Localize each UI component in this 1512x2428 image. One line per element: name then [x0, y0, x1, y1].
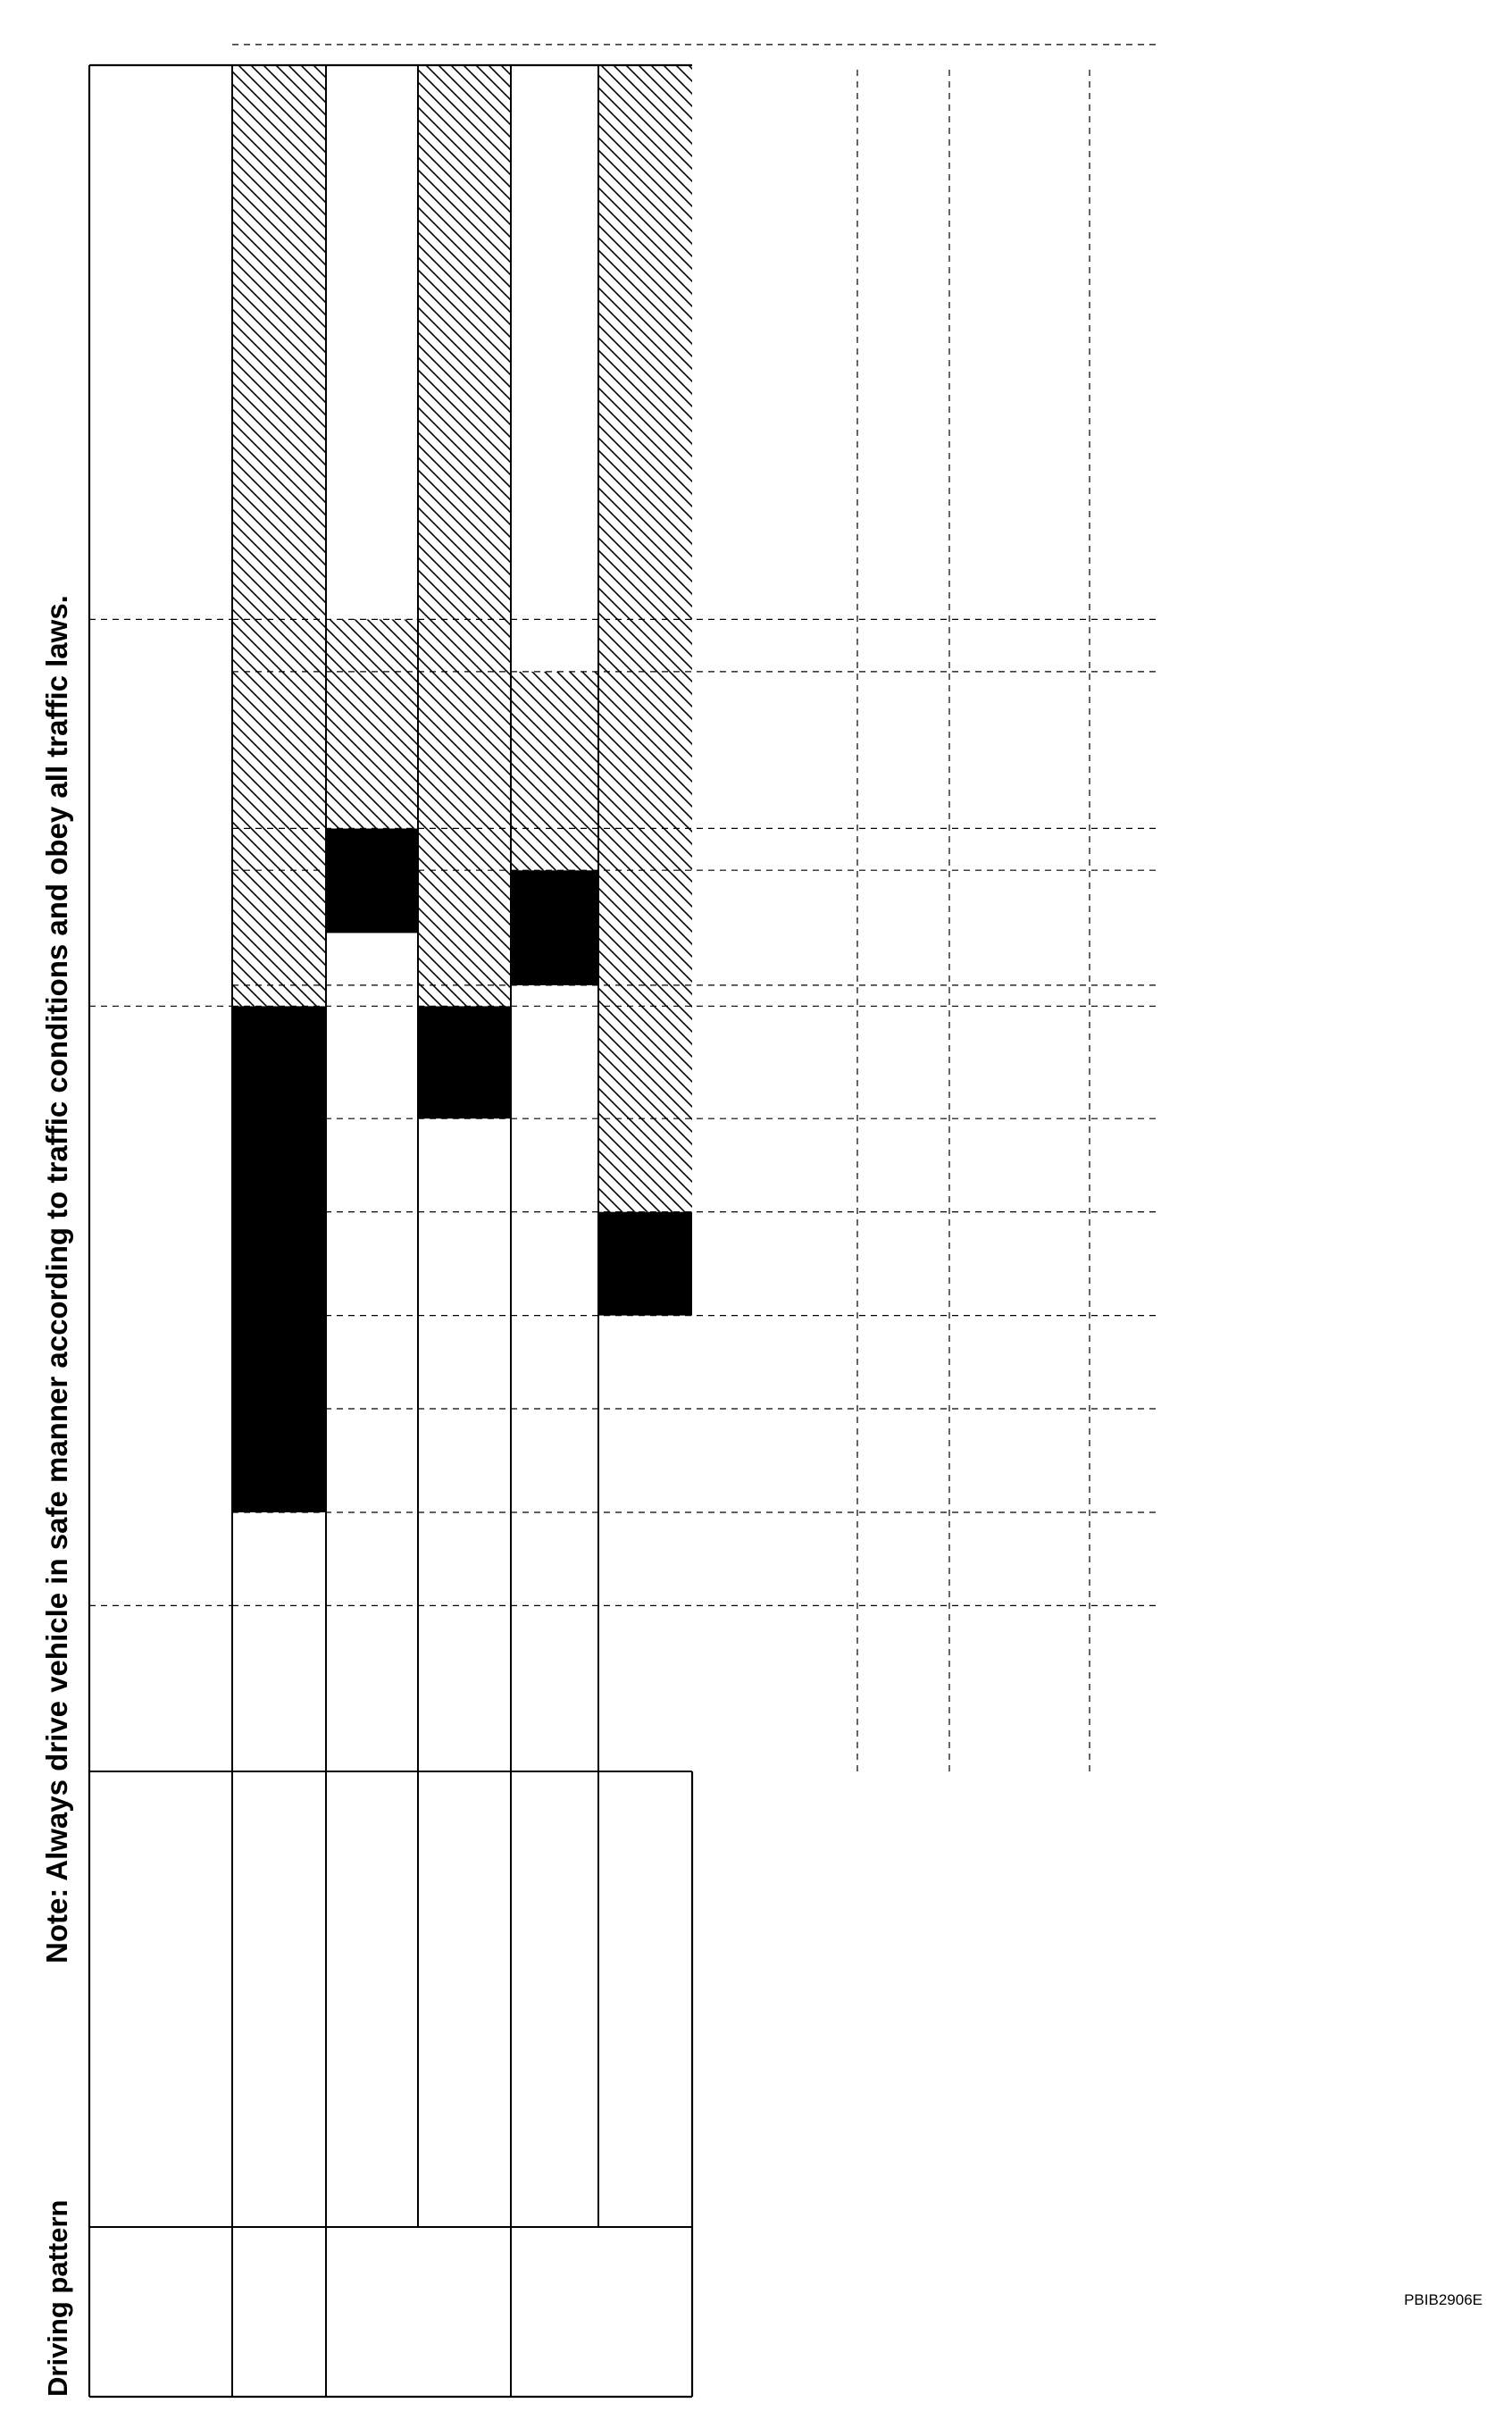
note: Note: Always drive vehicle in safe manner according to traffic conditions and obey all traffic laws. [40, 595, 73, 1963]
zone-b-bar [326, 619, 418, 828]
zone-a-bar [511, 870, 598, 985]
zone-b-bar [232, 65, 326, 1006]
heading: Driving pattern [42, 2199, 73, 2397]
table-text [40, 595, 73, 2397]
zone-a-bar [232, 1006, 326, 1512]
zone-b-bar [418, 65, 511, 1006]
zone-a-bar [326, 828, 418, 933]
zone-b-bar [511, 672, 598, 870]
image-code: PBIB2906E [1404, 2291, 1483, 2308]
zone-layer [232, 65, 692, 1512]
zone-b-bar [598, 65, 692, 1212]
zone-a-bar [598, 1212, 692, 1316]
zone-a-bar [418, 1006, 511, 1118]
